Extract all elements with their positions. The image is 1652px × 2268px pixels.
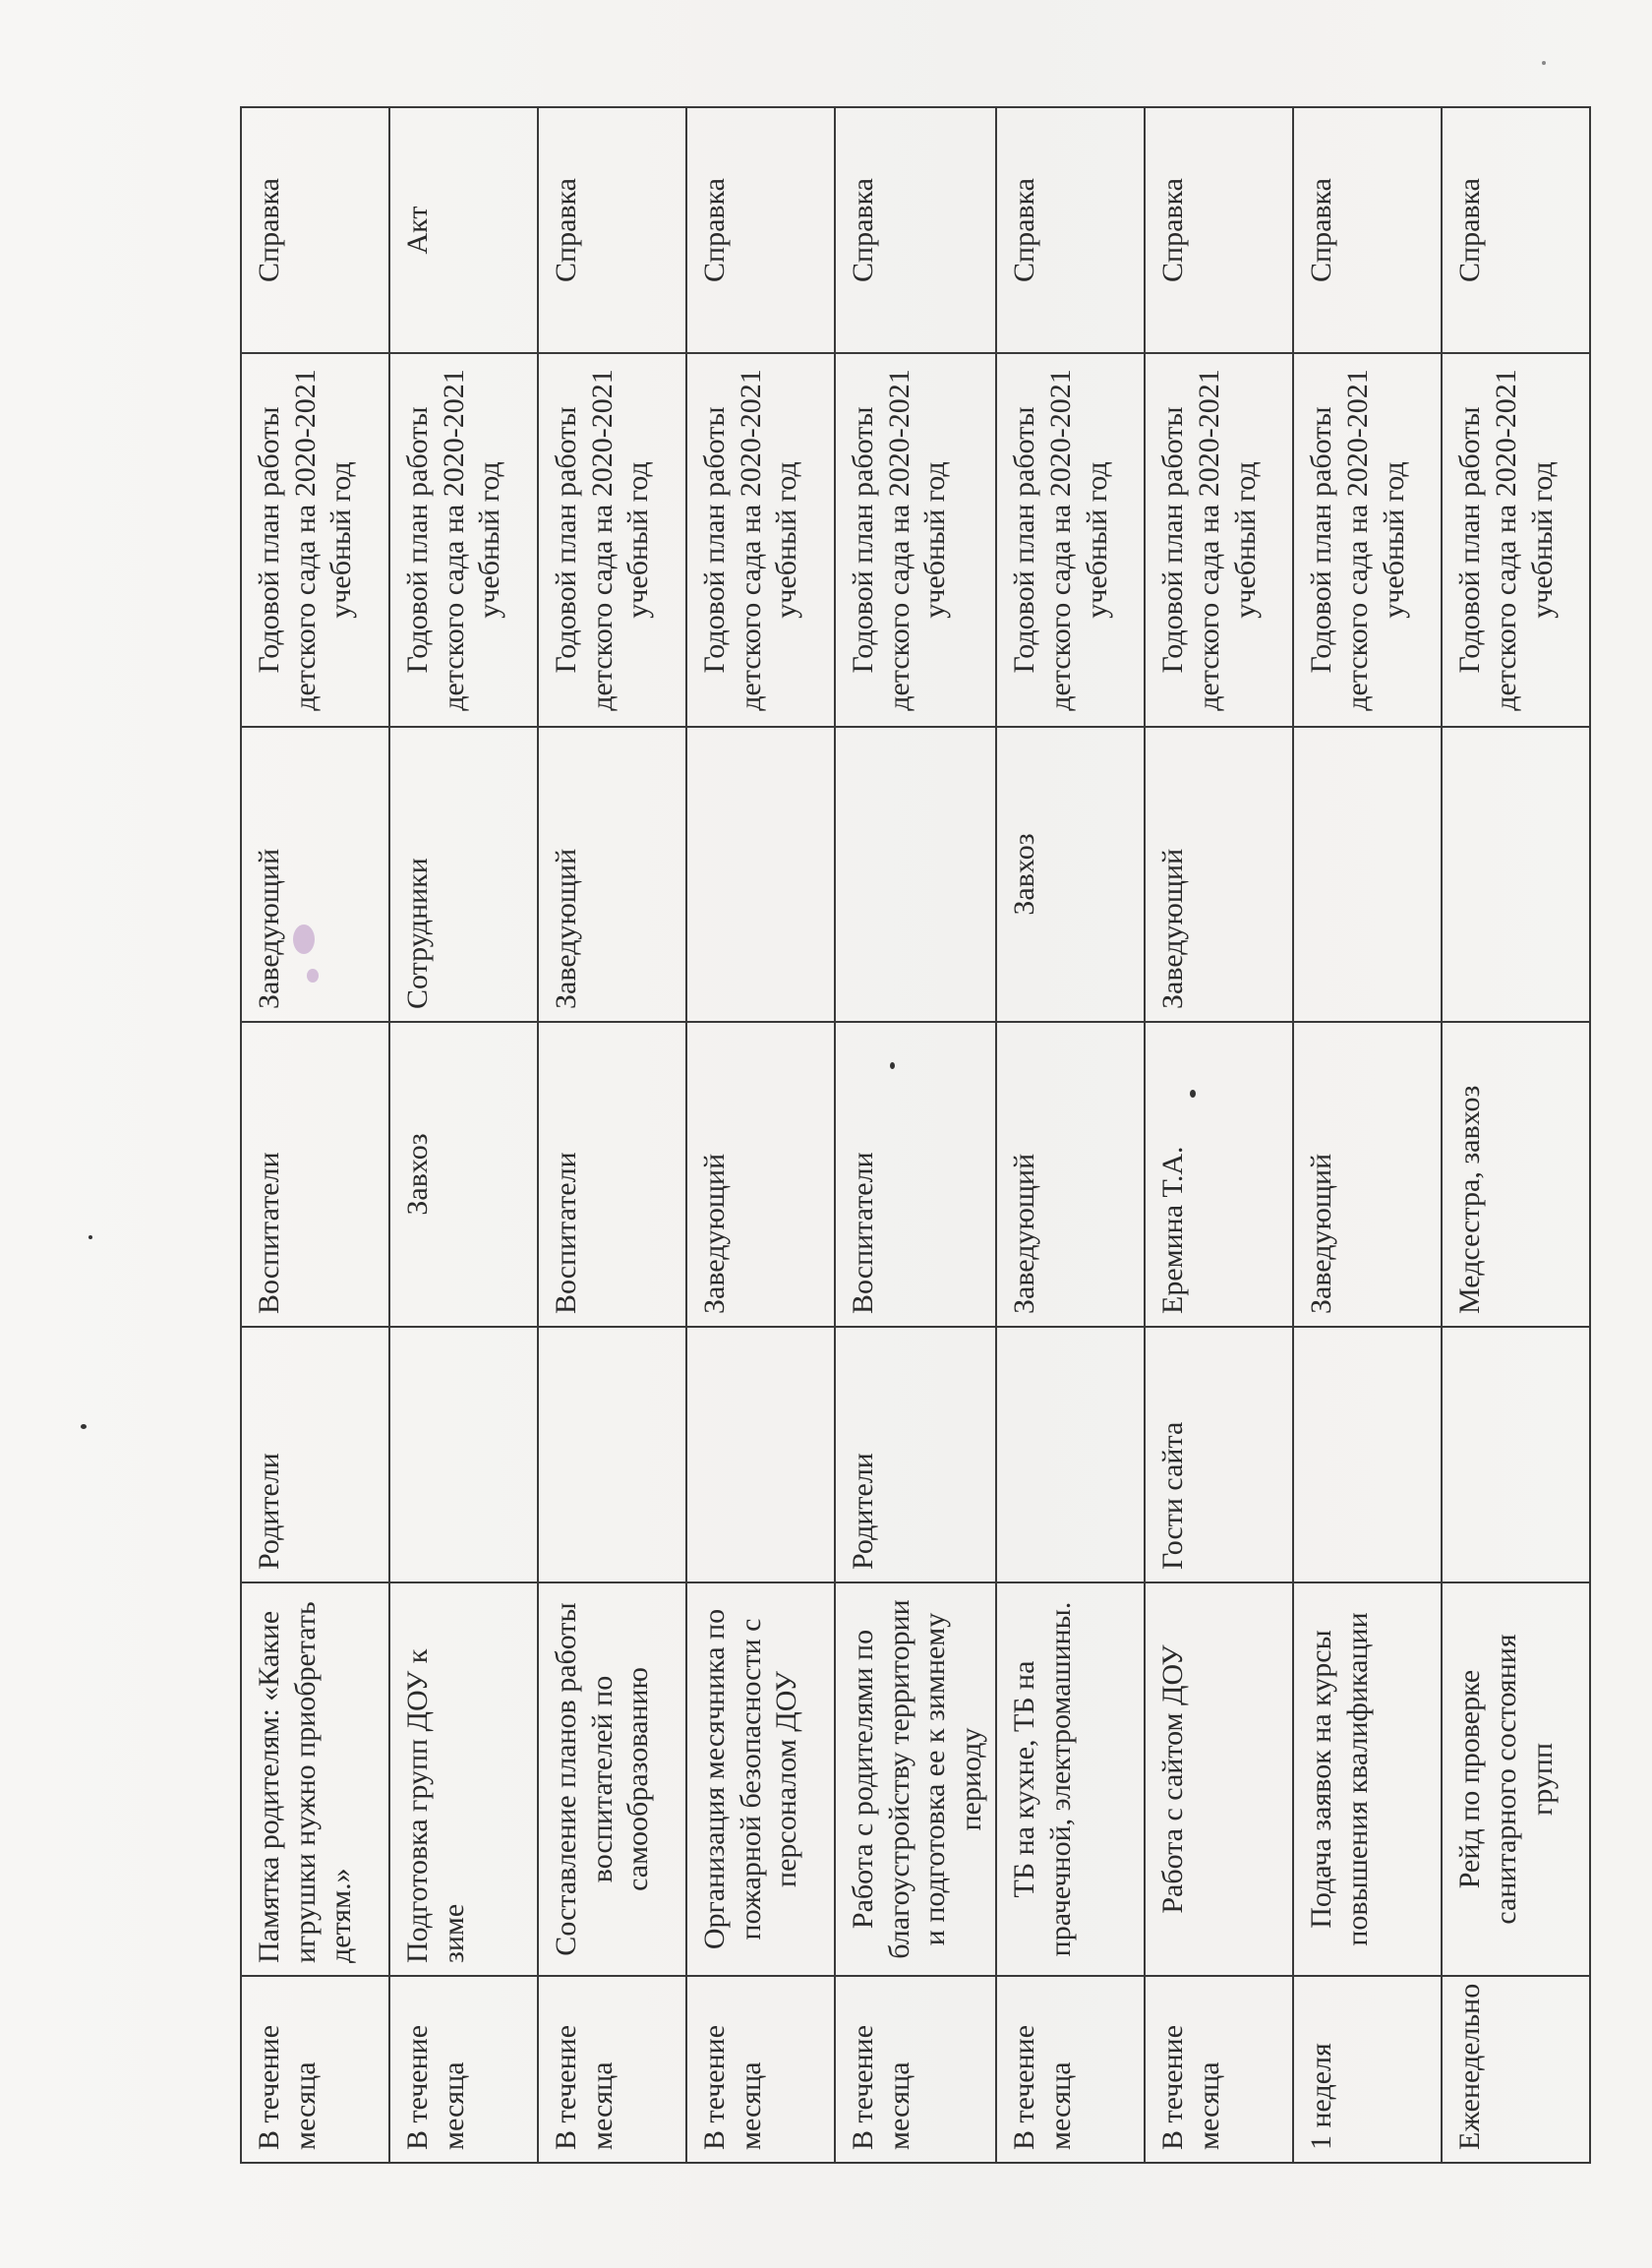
cell-period: В течение месяца	[835, 1976, 996, 2163]
cell-responsible: Заведующий	[996, 1022, 1145, 1327]
cell-participants	[1293, 1327, 1442, 1582]
cell-controller	[1442, 727, 1590, 1022]
cell-period: В течение месяца	[389, 1976, 538, 2163]
cell-activity: ТБ на кухне, ТБ на прачечной, электромашины.	[996, 1582, 1145, 1976]
cell-result: Справка	[1145, 107, 1293, 353]
cell-period: Еженедельно	[1442, 1976, 1590, 2163]
table-row	[835, 107, 996, 2163]
table-row	[686, 107, 835, 2163]
table-row	[389, 107, 538, 2163]
cell-activity: Работа с сайтом ДОУ	[1145, 1582, 1293, 1976]
cell-responsible: Воспитатели	[538, 1022, 686, 1327]
cell-responsible: Воспитатели	[241, 1022, 389, 1327]
table-row	[1442, 107, 1590, 2163]
cell-responsible: Воспитатели	[835, 1022, 996, 1327]
cell-activity: Подготовка групп ДОУ к зиме	[389, 1582, 538, 1976]
cell-responsible: Заведующий	[1293, 1022, 1442, 1327]
cell-participants	[389, 1327, 538, 1582]
table-row	[1293, 107, 1442, 2163]
cell-basis: Годовой план работы детского сада на 2020-2021 учебный год	[1442, 353, 1590, 727]
cell-basis: Годовой план работы детского сада на 2020-2021 учебный год	[686, 353, 835, 727]
cell-activity: Составление планов работы воспитателей по самообразованию	[538, 1582, 686, 1976]
cell-period: В течение месяца	[1145, 1976, 1293, 2163]
cell-basis: Годовой план работы детского сада на 2020-2021 учебный год	[538, 353, 686, 727]
cell-controller: Заведующий	[241, 727, 389, 1022]
cell-participants	[1442, 1327, 1590, 1582]
cell-controller	[835, 727, 996, 1022]
table-row	[1145, 107, 1293, 2163]
cell-result: Справка	[241, 107, 389, 353]
cell-basis: Годовой план работы детского сада на 2020-2021 учебный год	[1145, 353, 1293, 727]
cell-participants	[686, 1327, 835, 1582]
work-plan-table	[240, 106, 1591, 2164]
cell-responsible: Медсестра, завхоз	[1442, 1022, 1590, 1327]
table-row	[538, 107, 686, 2163]
cell-basis: Годовой план работы детского сада на 2020-2021 учебный год	[835, 353, 996, 727]
scan-speck	[88, 1235, 92, 1239]
cell-result: Справка	[996, 107, 1145, 353]
cell-controller: Завхоз	[996, 727, 1145, 1022]
cell-controller: Заведующий	[538, 727, 686, 1022]
cell-responsible: Завхоз	[389, 1022, 538, 1327]
cell-controller	[686, 727, 835, 1022]
cell-activity: Памятка родителям: «Какие игрушки нужно приобретать детям.»	[241, 1582, 389, 1976]
cell-basis: Годовой план работы детского сада на 2020-2021 учебный год	[241, 353, 389, 727]
cell-result: Справка	[538, 107, 686, 353]
cell-result: Справка	[1442, 107, 1590, 353]
cell-activity: Работа с родителями по благоустройству территории и подготовка ее к зимнему периоду	[835, 1582, 996, 1976]
cell-basis: Годовой план работы детского сада на 2020-2021 учебный год	[1293, 353, 1442, 727]
cell-result: Справка	[686, 107, 835, 353]
cell-participants: Гости сайта	[1145, 1327, 1293, 1582]
cell-period: 1 неделя	[1293, 1976, 1442, 2163]
cell-responsible: Еремина Т.А.	[1145, 1022, 1293, 1327]
cell-basis: Годовой план работы детского сада на 2020-2021 учебный год	[389, 353, 538, 727]
table-row	[996, 107, 1145, 2163]
scan-speck	[1542, 61, 1546, 65]
cell-participants: Родители	[241, 1327, 389, 1582]
cell-activity: Подача заявок на курсы повышения квалификации	[1293, 1582, 1442, 1976]
cell-period: В течение месяца	[996, 1976, 1145, 2163]
cell-controller	[1293, 727, 1442, 1022]
cell-responsible: Заведующий	[686, 1022, 835, 1327]
cell-period: В течение месяца	[686, 1976, 835, 2163]
cell-period: В течение месяца	[538, 1976, 686, 2163]
table-row	[241, 107, 389, 2163]
cell-participants	[538, 1327, 686, 1582]
cell-controller: Сотрудники	[389, 727, 538, 1022]
scan-speck	[81, 1424, 87, 1429]
cell-activity: Рейд по проверке санитарного состояния групп	[1442, 1582, 1590, 1976]
cell-participants	[996, 1327, 1145, 1582]
cell-result: Справка	[1293, 107, 1442, 353]
cell-participants: Родители	[835, 1327, 996, 1582]
rotated-table-wrapper	[240, 108, 1577, 2164]
cell-result: Акт	[389, 107, 538, 353]
cell-controller: Заведующий	[1145, 727, 1293, 1022]
cell-result: Справка	[835, 107, 996, 353]
cell-activity: Организация месячника по пожарной безопасности с персоналом ДОУ	[686, 1582, 835, 1976]
cell-basis: Годовой план работы детского сада на 2020-2021 учебный год	[996, 353, 1145, 727]
cell-period: В течение месяца	[241, 1976, 389, 2163]
